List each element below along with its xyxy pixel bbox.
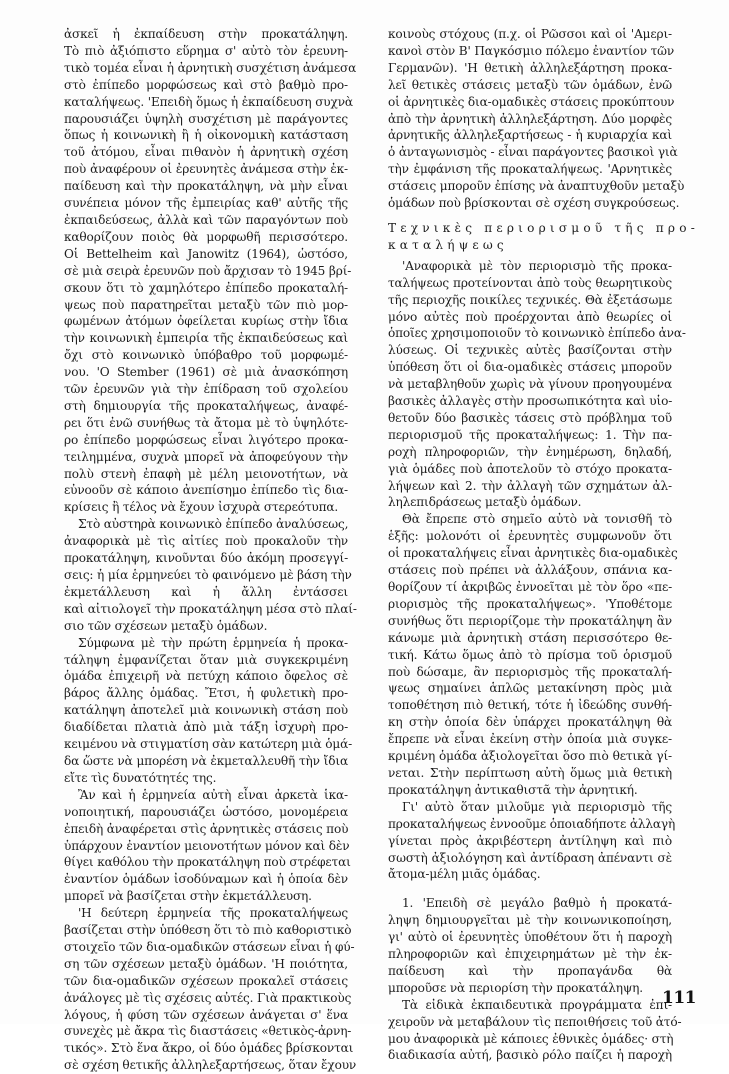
text-line: ποὺ ἀναφέρουν οἱ ἐρευνητὲς ἀνάμεσα στὴν ἐκ- [64, 162, 348, 177]
text-line: τειλημμένα, συχνὰ μπορεῖ νὰ ἀποφεύγουν τὴν [64, 449, 348, 464]
text-line: ἀναφορικὰ μὲ τὶς αἰτίες ποὺ προκαλοῦν τὴν [64, 534, 348, 549]
text-line: σὲ μιὰ σειρὰ ἐρευνῶν ποὺ ἄρχισαν τὸ 1945 βρί- [64, 263, 352, 278]
text-line: παίδευση καὶ τὴν προκατάληψη, νὰ μὴν εἶναι [64, 179, 348, 194]
text-line: ὅπως ἡ κοινωνικὴ ἢ ἡ οἰκονομικὴ κατάσταση [64, 128, 348, 143]
text-line: τοῦ ἀτόμου, εἶναι πιθανὸν ἡ ἀρνητικὴ σχέση [64, 145, 348, 160]
text-line: διαδικασία αὐτή, βασικὸ ρόλο παίζει ἡ παροχὴ [388, 1048, 672, 1063]
text-line: μπορεῖ νὰ βασίζεται στὴν ἐκμετάλλευση. [64, 889, 312, 904]
text-line: ληλεπιδράσεως μεταξὺ ὁμάδων. [388, 495, 582, 510]
text-line: ὑπόθεση ὅτι οἱ δια-ομαδικὲς στάσεις μποροῦν [388, 360, 672, 375]
text-line: καθορίζουν ποιὸς θὰ μορφωθῆ περισσότερο. [64, 229, 348, 244]
text-line: 1. 'Επειδὴ σὲ μεγάλο βαθμὸ ἡ προκατά- [402, 896, 672, 911]
text-line: νου. 'Ο Stember (1961) σὲ μιὰ ἀνασκόπηση [64, 365, 348, 380]
text-line: εὐνοοῦν σὲ κάποιο ἀνεπίσημο ἐπίπεδο τὶς δια- [64, 483, 348, 498]
text-line: ὄχι στὸ κοινωνικὸ ὑπόβαθρο τοῦ μορφωμέ- [64, 348, 348, 363]
text-line: ὁμάδων ποὺ βρίσκονται σὲ σχέση συγκρούσεως. [388, 196, 680, 211]
text-line: στὴ δημιουργία τῆς προκαταλήψεως, ἀναφέ- [64, 398, 348, 413]
text-line: τικός». Στὸ ἕνα ἄκρο, οἱ δύο ὁμάδες βρίσκονται [64, 1041, 354, 1056]
text-line: Γερμανῶν). 'Η θετικὴ ἀλληλεξάρτηση προκα- [388, 60, 672, 75]
text-line: ψεως σημαίνει ἁπλῶς μετακίνηση πρὸς μιὰ [388, 681, 672, 696]
text-line: ποὺ δώσαμε, ἂν περιορισμὸς τῆς προκαταλή- [388, 664, 672, 679]
text-line: Τὸ πιὸ ἀξιόπιστο εὕρημα σ' αὐτὸ τὸν ἐρευνη- [64, 43, 348, 58]
text-line: ριορισμὸς τῆς προκαταλήψεως». 'Υποθέτομε [388, 596, 672, 611]
text-line: κρίσεις ἢ τέλος νὰ ἔχουν ἰσχυρὰ στερεότυπα. [64, 500, 339, 515]
text-line: κατάληψη ἀποτελεῖ μιὰ κοινωνικὴ στάση ποὺ [64, 703, 348, 718]
right-column-intro-text [388, 26, 685, 212]
text-line: καὶ αἰτιολογεῖ τὴν προκατάληψη μέσα στὸ πλαί- [64, 601, 357, 616]
text-line: καταλήψεως. 'Επειδὴ ὅμως ἡ ἐκπαίδευση συχνὰ [64, 94, 353, 109]
text-line: τῶν δια-ομαδικῶν σχέσεων προκαλεῖ στάσεις [64, 973, 348, 988]
section-heading-line-1: Τεχνικὲς περιορισμοῦ τῆς προ- [388, 220, 699, 235]
text-line: Οἱ Bettelheim καὶ Janowitz (1964), ὡστόσο, [64, 246, 348, 261]
text-line: διαδίδεται πλατιὰ ἀπὸ μιὰ τάξη ἰσχυρὴ προ- [64, 720, 348, 735]
text-line: μόνο αὐτὲς ποὺ προέρχονται ἀπὸ θεωρίες οἱ [388, 309, 672, 324]
text-line: προκατάληψη, κινοῦνται δύο ἀκόμη προσεγγί- [64, 551, 348, 566]
text-line: γι' αὐτὸ οἱ ἐρευνητὲς ὑποθέτουν ὅτι ἡ παροχὴ [388, 930, 672, 945]
text-line: συνεχὲς μὲ ἄκρα τὶς διαστάσεις «θετικὸς-ἀρνη- [64, 1024, 352, 1039]
text-line: τῶν ἐρευνῶν γιὰ τὴν ἐπίδραση τοῦ σχολείου [64, 382, 348, 397]
text-line: προκαταλήψεως ἐννοοῦμε ὁποιαδήποτε ἀλλαγὴ [388, 816, 676, 831]
text-line: ταλήψεως προτείνονται ἀπὸ τοὺς θεωρητικοὺς [388, 275, 672, 290]
text-line: ληψη δημιουργεῖται μὲ τὴν κοινωνικοποίηση, [388, 913, 672, 928]
text-line: ση τῶν σχέσεων μεταξὺ ὁμάδων. 'Η ποιότητα, [64, 956, 348, 971]
text-line: ψεως ποὺ παρατηρεῖται μεταξὺ τῶν πιὸ μορ- [64, 297, 348, 312]
text-line: ἐναντίον ὁμάδων ἰσοδύναμων καὶ ἡ ὁποία δὲν [64, 872, 348, 887]
text-line: ἐκπαιδεύσεως, ἀλλὰ καὶ τῶν παραγόντων ποὺ [64, 212, 348, 227]
text-line: σιο τῶν σχέσεων μεταξὺ ὁμάδων. [64, 618, 268, 633]
text-line: γιὰ ὁμάδες ποὺ ἀποτελοῦν τὸ στόχο προκατα- [388, 461, 672, 476]
text-line: ἄτομα-μέλη μιᾶς ὁμάδας. [388, 867, 541, 882]
text-line: τὴν ἐμφάνιση τῆς προκαταλήψεως. 'Αρνητικὲς [388, 162, 672, 177]
text-line: λύσεως. Οἱ τεχνικὲς αὐτὲς βασίζονται στὴν [388, 343, 672, 358]
text-line: πληροφοριῶν καὶ ἐπιχειρημάτων μὲ τὴν ἐκ- [388, 947, 672, 962]
text-line: λεῖ θετικὲς στάσεις μεταξὺ τῶν ὁμάδων, ἐνῶ [388, 77, 672, 92]
text-line: τοποθέτηση πιὸ θετική, τότε ἡ ἰδεώδης συνθή- [388, 698, 672, 713]
text-line: τάληψη ἐμφανίζεται ὅταν μιὰ συγκεκριμένη [64, 652, 348, 667]
text-line: νὰ μεταβληθοῦν χωρὶς νὰ γίνουν προηγουμένα [388, 377, 672, 392]
text-line: ἐπειδὴ ἀναφέρεται στὶς ἀρνητικὲς στάσεις ποὺ [64, 821, 349, 836]
text-line: βασίζεται στὴν ὑπόθεση ὅτι τὸ πιὸ καθοριστικὸ [64, 923, 352, 938]
text-line: Τὰ εἰδικὰ ἐκπαιδευτικὰ προγράμματα ἐπι- [402, 997, 672, 1012]
text-line: οἱ ἀρνητικὲς δια-ομαδικὲς στάσεις προκύπτουν [388, 94, 675, 109]
text-line: ὁποῖες χρησιμοποιοῦν τὸ κοινωνικὸ ἐπίπεδο ἀνα- [388, 326, 686, 341]
text-line: κάνωμε μιὰ ἀρνητικὴ στάση περισσότερο θε- [388, 630, 672, 645]
text-line: κριμένη ὁμάδα ἀξιολογεῖται ὅσο πιὸ θετικὰ γί- [388, 749, 672, 764]
text-line: κειμένου νὰ στιγματίση σὰν κατώτερη μιὰ ὁμά- [64, 737, 353, 752]
text-line: περιορισμοῦ τῆς προκαταλήψεως: 1. Τὴν πα- [388, 427, 672, 442]
text-line: στάσεις μποροῦν ἐπίσης νὰ ἀναπτυχθοῦν μεταξὺ [388, 179, 685, 194]
text-line: σωστὴ ἀξιολόγηση καὶ ἀντίδραση ἀπέναντι σὲ [388, 850, 672, 865]
text-line: τῆς περιοχῆς ποικίλες τεχνικές. Θὰ ἐξετάσωμε [388, 292, 672, 307]
left-column [64, 26, 357, 1074]
text-line: ρει ὅτι ἐνῶ συνήθως τὰ ἄτομα μὲ τὸ ὑψηλότε- [64, 415, 348, 430]
text-line: παρουσιάζει ὑψηλὴ συσχέτιση μὲ παράγοντες [64, 111, 348, 126]
text-line: γίνεται πρὸς ἀκριβέστερη ἀντίληψη καὶ πιὸ [388, 833, 672, 848]
text-line: λήψεων καὶ 2. τὴν ἀλλαγὴ τῶν σχημάτων ἀλ- [388, 478, 672, 493]
text-line: πολὺ στενὴ ἐπαφὴ μὲ μέλη μειονοτήτων, νὰ [64, 466, 348, 481]
text-line: ἀρνητικῆς ἀλληλεξαρτήσεως - ἡ κυριαρχία καὶ [388, 128, 672, 143]
text-line: τική. Κάτω ὅμως ἀπὸ τὸ πρίσμα τοῦ ὁρισμοῦ [388, 647, 672, 662]
page-number: 111 [662, 988, 696, 1008]
text-line: σὲ σχέση θετικῆς ἀλληλεξαρτήσεως, ὅταν ἔχουν [64, 1058, 357, 1073]
section-heading-line-2: καταλήψεως [388, 237, 508, 252]
right-column-section-body [388, 258, 686, 884]
text-line: ρο ἐπίπεδο μορφώσεως εἶναι λιγότερο προκα- [64, 432, 348, 447]
text-line: λόγους, ἡ φύση τῶν σχέσεων ἀνάγεται σ' ἕνα [64, 1007, 348, 1022]
text-line: ἀσκεῖ ἡ ἐκπαίδευση στὴν προκατάληψη. [64, 27, 348, 41]
text-line: ἔπρεπε νὰ εἶναι ἐκείνη στὴν ὁποία μιὰ συγκε- [388, 732, 672, 747]
text-line: 'Η δεύτερη ἑρμηνεία τῆς προκαταλήψεως [78, 906, 348, 921]
text-line: ὁμάδα ἐπιχειρῆ νὰ πετύχη κάποιο ὄφελος σὲ [64, 669, 348, 684]
text-line: θορίζουν τί ἀκριβῶς ἐννοεῖται μὲ τὸν ὅρο «πε- [388, 580, 672, 594]
text-line: νοποιητική, παρουσιάζει ὡστόσο, μονομέρεια [64, 804, 348, 819]
text-line: τικὸ τομέα εἶναι ἡ ἀρνητικὴ συσχέτιση ἀνάμεσα [64, 60, 357, 75]
text-line: συνέπεια μόνον τῆς ἐμπειρίας καθ' αὐτῆς τῆς [64, 196, 348, 211]
text-line: θίγει καθόλου τὴν προκατάληψη ποὺ στρέφεται [64, 855, 351, 870]
text-line: Σύμφωνα μὲ τὴν πρώτη ἑρμηνεία ἡ προκα- [78, 635, 348, 650]
text-line: τὴν κοινωνικὴ ἐμπειρία τῆς ἐκπαιδεύσεως καὶ [64, 331, 348, 346]
text-line: θετοῦν δύο βασικὲς τάσεις στὸ πρόβλημα τοῦ [388, 410, 672, 425]
text-line: Στὸ αὐστηρὰ κοινωνικὸ ἐπίπεδο ἀναλύσεως, [78, 517, 349, 532]
text-line: βάρος ἄλλης ὁμάδας. Ἔτσι, ἡ φυλετικὴ προ- [64, 686, 348, 701]
text-line: συνήθως ὅτι περιορίζομε τὴν προκατάληψη ἂν [388, 613, 672, 628]
text-line: στοιχεῖο τῶν δια-ομαδικῶν στάσεων εἶναι ἡ φύ- [64, 939, 355, 954]
text-line: Θὰ ἔπρεπε στὸ σημεῖο αὐτὸ νὰ τονισθῆ τὸ [402, 512, 672, 527]
text-line: στάσεις ποὺ πρέπει νὰ ἀλλάξουν, σπάνια κα- [388, 563, 672, 578]
text-line: ἀπὸ τὴν ἀρνητικὴ ἀλληλεξάρτηση. Δύο μορφὲς [388, 111, 672, 126]
text-line: στὸ ἐπίπεδο μορφώσεως καὶ στὸ βαθμὸ προ- [64, 77, 348, 92]
text-line: κανοὶ στὸν Β' Παγκόσμιο πόλεμο ἐναντίον τῶν [388, 43, 675, 58]
text-line: μου ἀναφορικὰ μὲ κάποιες ἐθνικὲς ὁμάδες· στὴ [388, 1031, 674, 1046]
text-line: ροχὴ πληροφοριῶν, τὴν ἐνημέρωση, δηλαδή, [388, 444, 672, 459]
text-line: φωμένων ἀτόμων ὀφείλεται κυρίως στὴν ἴδια [64, 314, 348, 329]
text-line: ὁ ἀνταγωνισμὸς - εἶναι παράγοντες βασικοὶ γιὰ [388, 145, 678, 160]
text-line: προκατάληψη ἀντικαθιστᾶ τὴν ἀρνητική. [388, 782, 638, 797]
text-line: Γι' αὐτὸ ὅταν μιλοῦμε γιὰ περιορισμὸ τῆς [402, 799, 672, 814]
text-line: 'Αναφορικὰ μὲ τὸν περιορισμὸ τῆς προκα- [402, 258, 672, 273]
text-line: ὑπάρχουν ἐναντίον μειονοτήτων μόνον καὶ δὲν [64, 838, 350, 853]
text-line: βασικὲς ἀλλαγὲς στὴν προσωπικότητα καὶ υἱο- [388, 394, 673, 409]
text-line: Ἂν καὶ ἡ ἑρμηνεία αὐτὴ εἶναι ἀρκετὰ ἱκα- [78, 787, 348, 802]
text-line: χειροῦν νὰ μεταβάλουν τὶς πεποιθήσεις τοῦ ἀτό- [388, 1014, 682, 1029]
text-line: νεται. Στὴν περίπτωση αὐτὴ ὅμως μιὰ θετικὴ [388, 765, 672, 780]
text-line: ἀνάλογες μὲ τὶς σχέσεις αὐτές. Γιὰ πρακτικοὺς [64, 990, 352, 1005]
text-line: εἴτε τὶς δυνατότητές της. [64, 770, 217, 785]
text-line: μποροῦσε νὰ περιορίση τὴν προκατάληψη. [388, 980, 643, 995]
text-line: ἑξῆς: μολονότι οἱ ἐρευνητὲς συμφωνοῦν ὅτι [388, 529, 672, 544]
text-line: παίδευση καὶ τὴν προπαγάνδα θὰ [388, 963, 672, 978]
text-line: δα ὥστε νὰ μπορέση νὰ ἐκμεταλλευθῆ τὴν ἴδια [64, 753, 348, 768]
text-line: κη στὴν ὁποία δὲν ὑπάρχει προκατάληψη θὰ [388, 715, 672, 730]
text-line: οἱ προκαταλήψεις εἶναι ἀρνητικὲς δια-ομαδικὲς [388, 546, 678, 561]
text-line: σεις: ἡ μία ἑρμηνεύει τὸ φαινόμενο μὲ βάση τὴν [64, 568, 352, 582]
text-line: σκουν ὅτι τὸ χαμηλότερο ἐπίπεδο προκαταλή- [64, 280, 348, 295]
text-line: ἐκμετάλλευση καὶ ἡ ἄλλη ἐντάσσει [64, 584, 348, 599]
text-line: κοινοὺς στόχους (π.χ. οἱ Ρῶσσοι καὶ οἱ 'Αμερι- [388, 27, 672, 41]
